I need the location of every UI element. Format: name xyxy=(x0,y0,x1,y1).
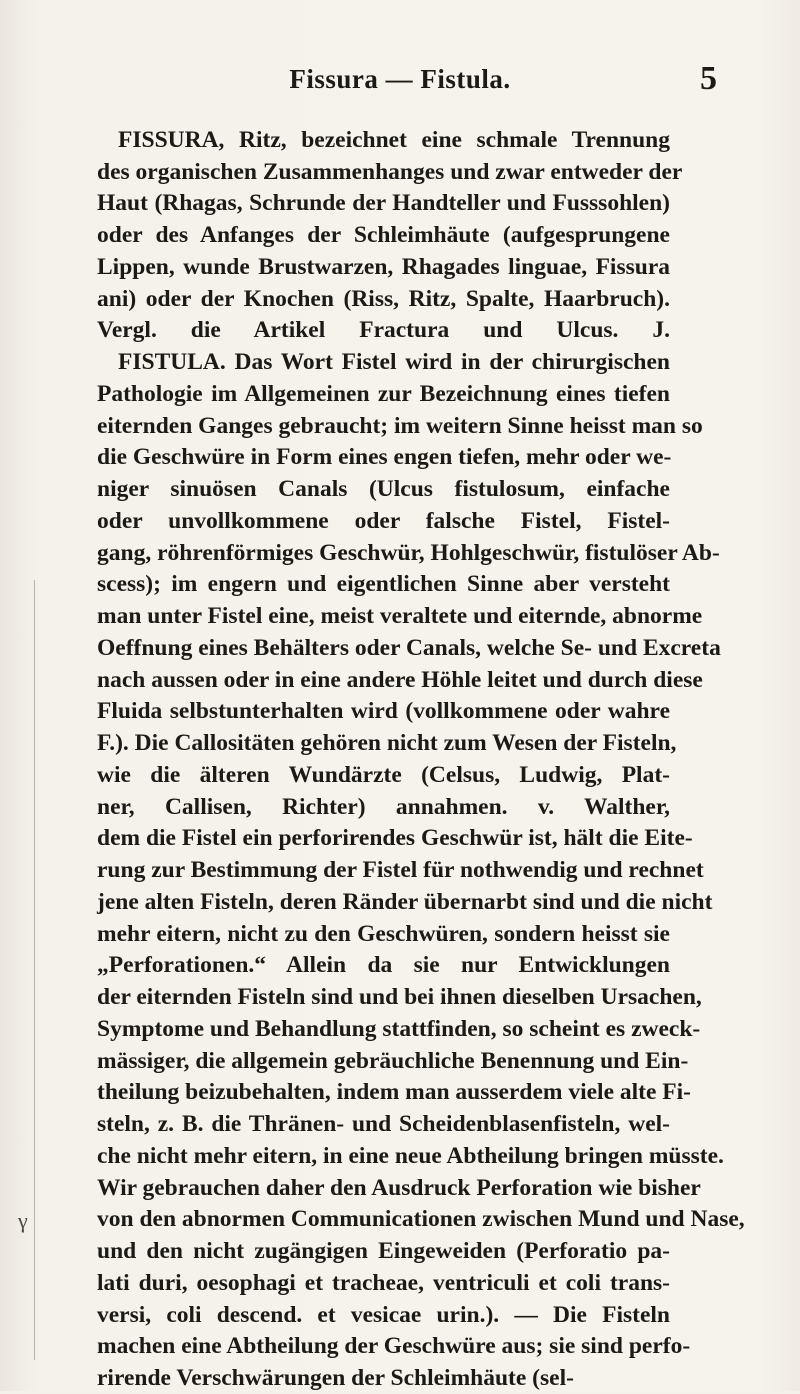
page-number: 5 xyxy=(700,60,717,97)
text-line: scess); im engern und eigentlichen Sinne aber versteht xyxy=(97,571,670,597)
text-line: eiternden Ganges gebraucht; im weitern Sinne heisst man so xyxy=(97,413,703,439)
text-line: che nicht mehr eitern, in eine neue Abtheilung bringen müsste. xyxy=(97,1143,724,1169)
text-line: wie die älteren Wundärzte (Celsus, Ludwig, Plat- xyxy=(97,762,670,788)
text-line: Vergl. die Artikel Fractura und Ulcus. J. xyxy=(97,317,670,343)
text-line: Fluida selbstunterhalten wird (vollkommene oder wahre xyxy=(97,698,670,724)
text-line: der eiternden Fisteln sind und bei ihnen dieselben Ursachen, xyxy=(97,984,702,1010)
text-line: ani) oder der Knochen (Riss, Ritz, Spalte, Haarbruch). xyxy=(97,286,670,312)
text-line: Symptome und Behandlung stattfinden, so scheint es zweck- xyxy=(97,1016,701,1042)
text-line: versi, coli descend. et vesicae urin.). — Die Fisteln xyxy=(97,1302,670,1328)
text-line: mehr eitern, nicht zu den Geschwüren, sondern heisst sie xyxy=(97,921,670,947)
text-line: ner, Callisen, Richter) annahmen. v. Walther, xyxy=(97,794,670,820)
text-line: machen eine Abtheilung der Geschwüre aus; sie sind perfo- xyxy=(97,1333,691,1359)
text-line: des organischen Zusammenhanges und zwar entweder der xyxy=(97,159,683,185)
text-line: FISTULA. Das Wort Fistel wird in der chirurgischen xyxy=(118,349,670,375)
text-line: die Geschwüre in Form eines engen tiefen, mehr oder we- xyxy=(97,444,672,470)
text-line: Pathologie im Allgemeinen zur Bezeichnung eines tiefen xyxy=(97,381,670,407)
text-line: F.). Die Callositäten gehören nicht zum Wesen der Fisteln, xyxy=(97,730,677,756)
text-line: lati duri, oesophagi et tracheae, ventriculi et coli trans- xyxy=(97,1270,670,1296)
text-line: FISSURA, Ritz, bezeichnet eine schmale Trennung xyxy=(118,127,670,153)
text-line: und den nicht zugängigen Eingeweiden (Perforatio pa- xyxy=(97,1238,670,1264)
text-line: rung zur Bestimmung der Fistel für nothwendig und rechnet xyxy=(97,857,704,883)
text-line: theilung beizubehalten, indem man ausserdem viele alte Fi- xyxy=(97,1079,692,1105)
text-line: von den abnormen Communicationen zwischen Mund und Nase, xyxy=(97,1206,745,1232)
text-line: Haut (Rhagas, Schrunde der Handteller und Fusssohlen) xyxy=(97,190,670,216)
text-line: jene alten Fisteln, deren Ränder übernarbt sind und die nicht xyxy=(97,889,713,915)
margin-annotation: γ xyxy=(18,1208,28,1233)
text-line: niger sinuösen Canals (Ulcus fistulosum, einfache xyxy=(97,476,670,502)
running-title: Fissura — Fistula. xyxy=(289,64,511,94)
text-line: oder unvollkommene oder falsche Fistel, Fistel- xyxy=(97,508,670,534)
text-line: rirende Verschwärungen der Schleimhäute (sel- xyxy=(97,1365,574,1391)
text-line: Oeffnung eines Behälters oder Canals, welche Se- und Excreta xyxy=(97,635,721,661)
text-line: nach aussen oder in eine andere Höhle leitet und durch diese xyxy=(97,667,703,693)
text-line: steln, z. B. die Thränen- und Scheidenblasenfisteln, wel- xyxy=(97,1111,670,1137)
text-line: man unter Fistel eine, meist veraltete und eiternde, abnorme xyxy=(97,603,703,629)
text-line: mässiger, die allgemein gebräuchliche Benennung und Ein- xyxy=(97,1048,689,1074)
text-line: dem die Fistel ein perforirendes Geschwür ist, hält die Eite- xyxy=(97,825,693,851)
text-line: gang, röhrenförmiges Geschwür, Hohlgeschwür, fistulöser Ab- xyxy=(97,540,720,566)
text-line: Wir gebrauchen daher den Ausdruck Perforation wie bisher xyxy=(97,1175,701,1201)
text-line: „Perforationen.“ Allein da sie nur Entwicklungen xyxy=(97,952,670,978)
text-line: oder des Anfanges der Schleimhäute (aufgesprungene xyxy=(97,222,670,248)
text-line: Lippen, wunde Brustwarzen, Rhagades linguae, Fissura xyxy=(97,254,670,280)
